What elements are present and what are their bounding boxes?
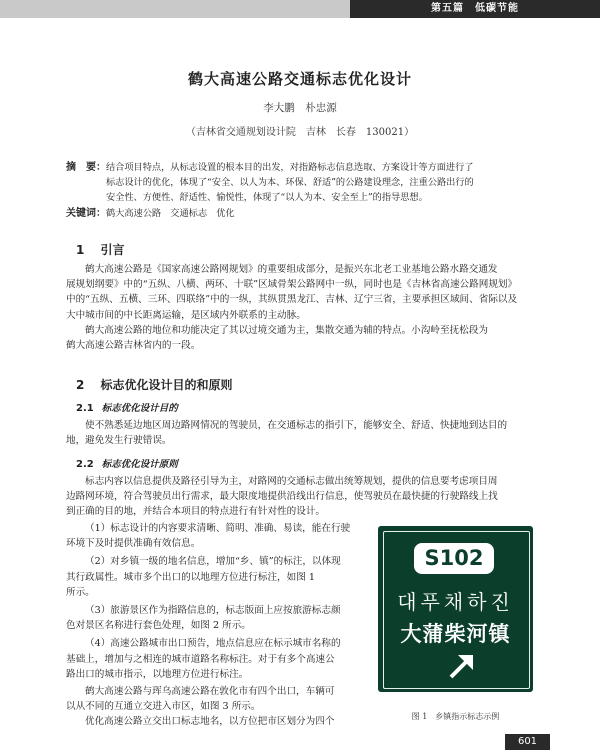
- text-line: 到正确的目的地，并结合本项目的特点进行有针对性的设计。: [66, 506, 326, 518]
- text-line: 使不熟悉延边地区周边路网情况的驾驶员，在交通标志的指引下，能够安全、舒适、快捷地到达目的: [85, 420, 508, 431]
- text-line: 标志内容以信息提供及路径引导为主，对路网的交通标志做出统筹规划，提供的信息要考虑项目周: [85, 476, 498, 487]
- page-number: 601: [505, 734, 550, 750]
- abstract-line: 标志设计的优化，体现了“安全、以人为本、环保、舒适”的公路建设理念，注重公路出行的: [106, 177, 474, 189]
- abstract-label: 摘 要：: [66, 162, 106, 173]
- paragraph: [66, 418, 546, 448]
- text-line: 大中城市间的中长距离运输，是区域内外联系的主动脉。: [66, 309, 306, 321]
- section-title: 标志优化设计目的和原则: [100, 378, 233, 392]
- figure-caption: 图 1 乡镇指示标志示例: [411, 712, 500, 721]
- subsection-number: 2.1: [76, 403, 94, 414]
- keywords: 鹤大高速公路 交通标志 优化: [106, 207, 235, 219]
- abstract-line: 结合项目特点，从标志设置的根本目的出发，对指路标志信息选取、方案设计等方面进行了: [106, 162, 474, 173]
- subsection-2-1-heading: [76, 400, 178, 414]
- article-affiliation: （吉林省交通规划设计院 吉林 长春 130021）: [185, 127, 415, 138]
- arrow-up-right-icon: [446, 650, 478, 682]
- subsection-title: 标志优化设计原则: [101, 459, 178, 470]
- subsection-title: 标志优化设计目的: [101, 403, 178, 414]
- article-authors: 李大鹏 朴忠源: [263, 102, 337, 114]
- article-title: 鹤大高速公路交通标志优化设计: [187, 70, 412, 88]
- list-item: （2）对乡镇一级的地名信息，增加“乡、镇”的标注，以体现 其行政属性。城市多个出口的以地理方位进行标注，如图 1 所示。: [66, 556, 341, 598]
- list-item: （4）高速公路城市出口预告，地点信息应在标示城市名称的 基础上，增加与之相连的城市道路名称标注。对于有多个高速公 路出口的城市指示，以地理方位进行标注。: [66, 638, 341, 680]
- text-line: 鹤大高速公路吉林省内的一段。: [66, 340, 201, 352]
- running-header: 第五篇 低碳节能: [350, 0, 600, 18]
- list-item: （1）标志设计的内容要求清晰、简明、准确、易读，能在行驶 环境下及时提供准确有效信息。: [66, 523, 351, 550]
- section-title: 引言: [100, 243, 125, 257]
- paragraph: 鹤大高速公路与珲乌高速公路在敦化市有四个出口，车辆可 以从不同的互通立交进入市区，如图 3 所示。 优化高速公路立交出口标志地名，以方位把市区划分为四个: [66, 686, 335, 728]
- text-line: 鹤大高速公路是《国家高速公路网规划》的重要组成部分，是振兴东北老工业基地公路水路交通发: [85, 264, 498, 275]
- keywords-label: 关键词：: [66, 207, 106, 219]
- abstract-line: 安全性、方便性、舒适性、愉悦性，体现了“以人为本、安全至上”的指导思想。: [106, 192, 428, 204]
- section-number: 1: [76, 243, 85, 257]
- text-line: 边路网环境，符合驾驶员出行需求，最大限度地提供沿线出行信息，使驾驶员在最快捷的行驶路线上找: [66, 491, 498, 503]
- text-line: 鹤大高速公路的地位和功能决定了其以过境交通为主，集散交通为辅的特点。小沟岭至抚松段为: [85, 324, 488, 336]
- section-2-heading: [76, 376, 233, 393]
- abstract: [66, 160, 546, 221]
- sign-korean-text: 대푸채하진: [397, 590, 514, 614]
- subsection-number: 2.2: [76, 459, 94, 470]
- principles-list: [66, 521, 366, 730]
- route-code-badge: S102: [414, 543, 494, 574]
- subsection-2-2-heading: [76, 456, 178, 470]
- paragraph: [66, 474, 546, 520]
- paragraph: [66, 262, 546, 353]
- text-line: 地，避免发生行驶错误。: [66, 435, 172, 447]
- text-line: 展规划纲要》中的“五纵、八横、两环、十联”区域骨架公路网中一纵，同时也是《吉林省高速公路网规划》: [66, 279, 518, 291]
- text-line: 中的“五纵、五横、三环、四联络”中的一纵，其纵贯黑龙江、吉林、辽宁三省，主要承担区域间、省际以及: [66, 294, 518, 306]
- section-number: 2: [76, 378, 85, 392]
- list-item: （3）旅游景区作为指路信息的，标志版面上应按旅游标志颜 色对景区名称进行套色处理，如图 2 所示。: [66, 605, 341, 632]
- section-1-heading: [76, 241, 125, 258]
- sign-chinese-text: 大蒲柴河镇: [400, 622, 511, 646]
